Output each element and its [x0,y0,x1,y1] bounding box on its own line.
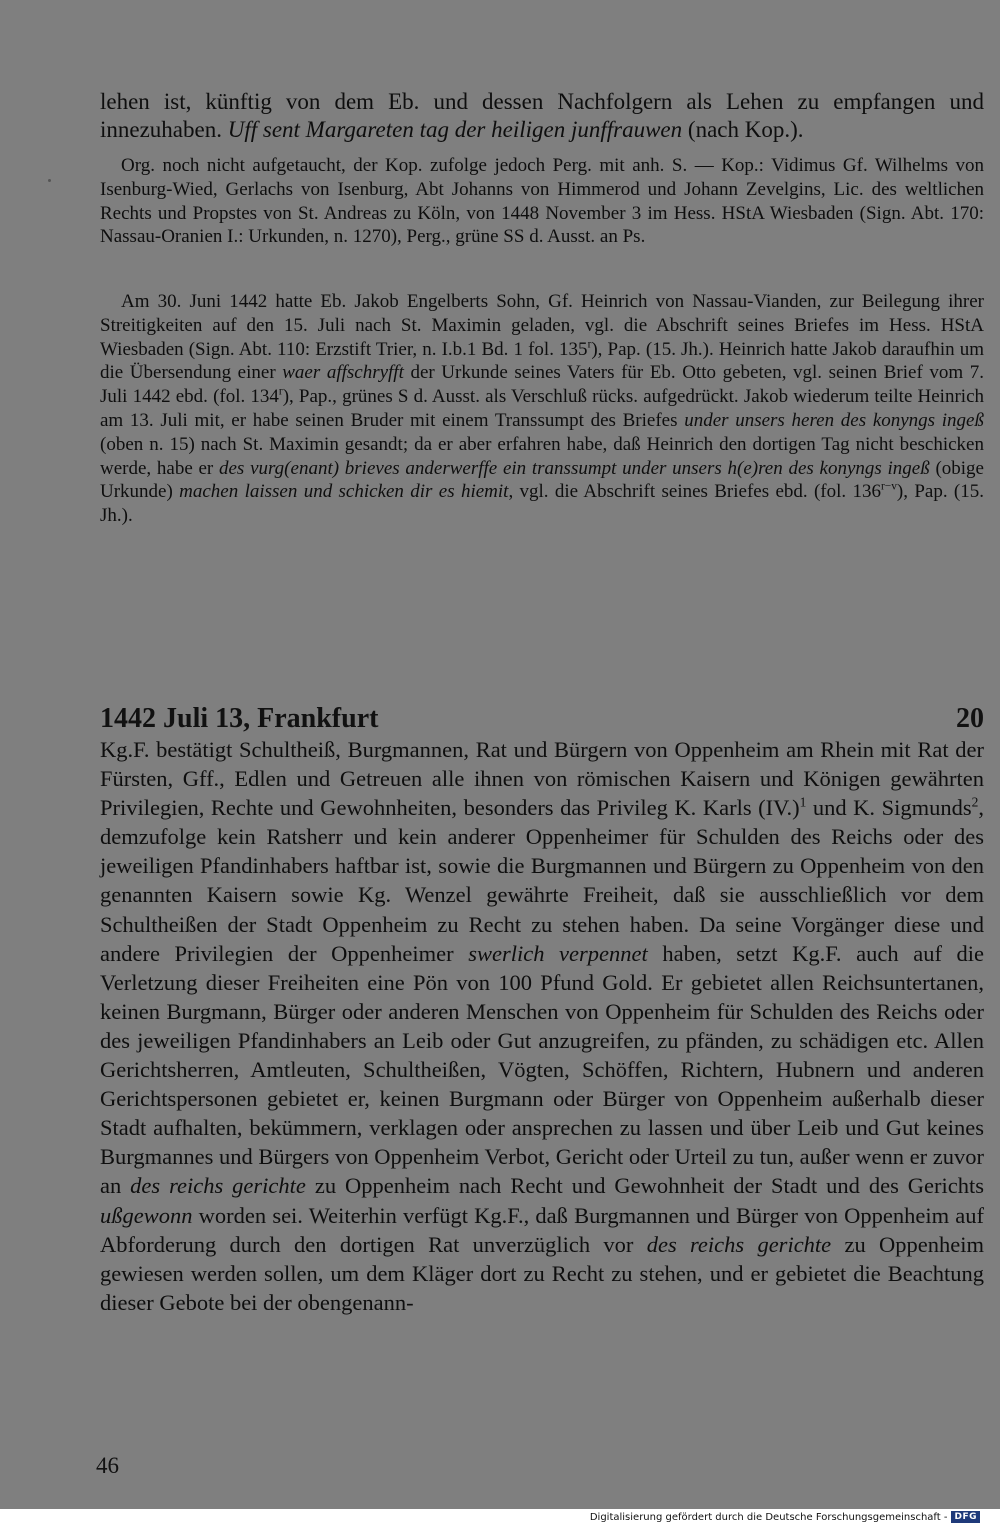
footer-credit [590,1511,980,1523]
text-run: Am 30. Juni 1442 hatte Eb. Jakob Engelberts Sohn, Gf. Heinrich von Nassau-Vianden, zur Beilegung ihrer Streitigkeiten auf den 15. Juli nach St. Maximin geladen, vgl. die Abschrift seines Briefes im Hess. HStA Wiesbaden (Sign. Abt. 110: Erzstift Trier, n. I.b.1 Bd. 1 fol. 135 [100,291,984,360]
italic-run: waer affschryfft [282,362,404,384]
text-run: (oben n. 15) nach St. Maximin gesandt; da er aber erfahren habe, daß Heinrich den dortigen Tag nicht beschicken werde, habe er [100,433,984,479]
superscript: 2 [971,794,979,810]
italic-run: ußgewonn [100,1202,193,1228]
text-run: Org. noch nicht aufgetaucht, der Kop. zufolge jedoch Perg. mit anh. S. — Kop.: Vidimus Gf. Wilhelms von Isenburg-Wied, Gerlachs von Isenburg, Abt Johanns von Himmerod und Johann Zevelgins, Lic. des weltlichen Rechts und Propstes von St. Andreas zu Köln, von 1448 November 3 im Hess. HStA Wiesbaden (Sign. Abt. 170: Nassau-Oranien I.: Urkunden, n. 1270), Perg., grüne SS d. Ausst. an Ps. [100,155,984,248]
footer-credit-text: Digitalisierung gefördert durch die Deutsche Forschungsgemeinschaft - [589,1511,948,1523]
superscript: 1 [799,794,807,810]
text-run: (obige Urkunde) [100,457,984,503]
superscript: r−v [881,481,897,494]
text-run: lehen ist, künftig von dem Eb. und dessen Nachfolgern als Lehen zu empfangen und innezuhaben. [100,89,984,142]
text-run: (nach Kop.). [682,117,804,142]
entry-heading [100,701,984,737]
text-run: zu Oppenheim gewiesen werden sollen, um dem Kläger dort zu Recht zu stehen, und er gebietet die Beachtung dieser Gebote bei der obengenann- [100,1231,984,1315]
italic-run: des reichs gerichte [646,1231,832,1257]
text-run: und K. Sigmunds [806,795,972,821]
text-run: Kg.F. bestätigt Schultheiß, Burgmannen, Rat und Bürgern von Oppenheim am Rhein mit Rat der Fürsten, Gff., Edlen und Getreuen alle ihnen von römischen Kaisern und Königen gewährten Privilegien, Rechte und Gewohnheiten, besonders das Privileg K. Karls (IV.) [100,737,984,821]
superscript: r [587,338,592,351]
note-paragraph-source [100,154,984,249]
italic-run: des vurg(enant) brieves anderwerffe ein transsumpt under unsers h(e)ren des konyngs ingeß [219,457,930,479]
entry-number: 20 [956,703,984,734]
superscript: r [278,385,283,398]
entry-date-place: 1442 Juli 13, Frankfurt [100,703,379,734]
scan-speck [48,179,51,182]
text-run: zu Oppenheim nach Recht und Gewohnheit der Stadt und des Gerichts [305,1173,984,1199]
note-paragraph-commentary [100,290,984,528]
page-number: 46 [96,1453,119,1478]
text-run: ), Pap. (15. Jh.). Heinrich hatte Jakob daraufhin um die Übersendung einer [100,338,984,384]
text-run: haben, setzt Kg.F. auch auf die Verletzung dieser Freiheiten eine Pön von 100 Pfund Gold. Er gebietet allen Reichsuntertanen, keinen Burgmann, Bürger oder anderen Menschen von Oppenheim für Schulden des Reichs oder des jeweiligen Pfandinhabers an Leib oder Gut anzugreifen, zu pfänden, zu schädigen etc. Allen Gerichtsherren, Amtleuten, Schultheißen, Vögten, Schöffen, Richtern, Hubnern und anderen Gerichtspersonen gebietet er, keinen Burgmann oder Bürger von Oppenheim außerhalb dieser Stadt aufhalten, bekümmern, verklagen oder ansprechen zu lassen und über Leib und Gut keines Burgmannes und Bürgers von Oppenheim Verbot, Gericht oder Urteil zu tun, außer wenn er zuvor an [100,940,985,1199]
text-run: der Urkunde seines Vaters für Eb. Otto gebeten, vgl. seinen Brief vom 7. Juli 1442 ebd. (fol. 134 [100,362,984,408]
text-run: ), Pap. (15. Jh.). [100,481,984,527]
text-run: , vgl. die Abschrift seines Briefes ebd. (fol. 136 [508,481,881,503]
entry-body [100,735,984,1317]
italic-run: Uff sent Margareten tag der heiligen junffrauwen [227,117,683,142]
italic-run: under unsers heren des konyngs ingeß [684,409,984,431]
italic-run: des reichs gerichte [130,1173,306,1199]
italic-run: swerlich verpennet [468,940,648,966]
italic-run: machen laissen und schicken dir es hiemit [179,481,509,503]
dfg-logo: DFG [951,1511,980,1523]
text-run: worden sei. Weiterhin verfügt Kg.F., daß Burgmannen und Bürger von Oppenheim auf Abforderung durch den dortigen Rat unverzüglich vor [100,1202,984,1257]
text-run: , demzufolge kein Ratsherr und kein anderer Oppenheimer für Schulden des Reichs oder des jeweiligen Pfandinhabers haftbar ist, sowie die Burgmannen und Bürgern zu Oppenheim von den genannten Kaisern sowie Kg. Wenzel gewährte Freiheit, daß sie ausschließlich vor dem Schultheißen der Stadt Oppenheim zu Recht zu stehen haben. Da seine Vorgänger diese und andere Privilegien der Oppenheimer [100,795,984,966]
text-run: ), Pap., grünes S d. Ausst. als Verschluß rücks. aufgedrückt. Jakob wiederum teilte Heinrich am 13. Juli mit, er habe seinen Bruder mit einem Transsumpt des Briefes [100,386,985,431]
intro-paragraph [100,88,984,144]
